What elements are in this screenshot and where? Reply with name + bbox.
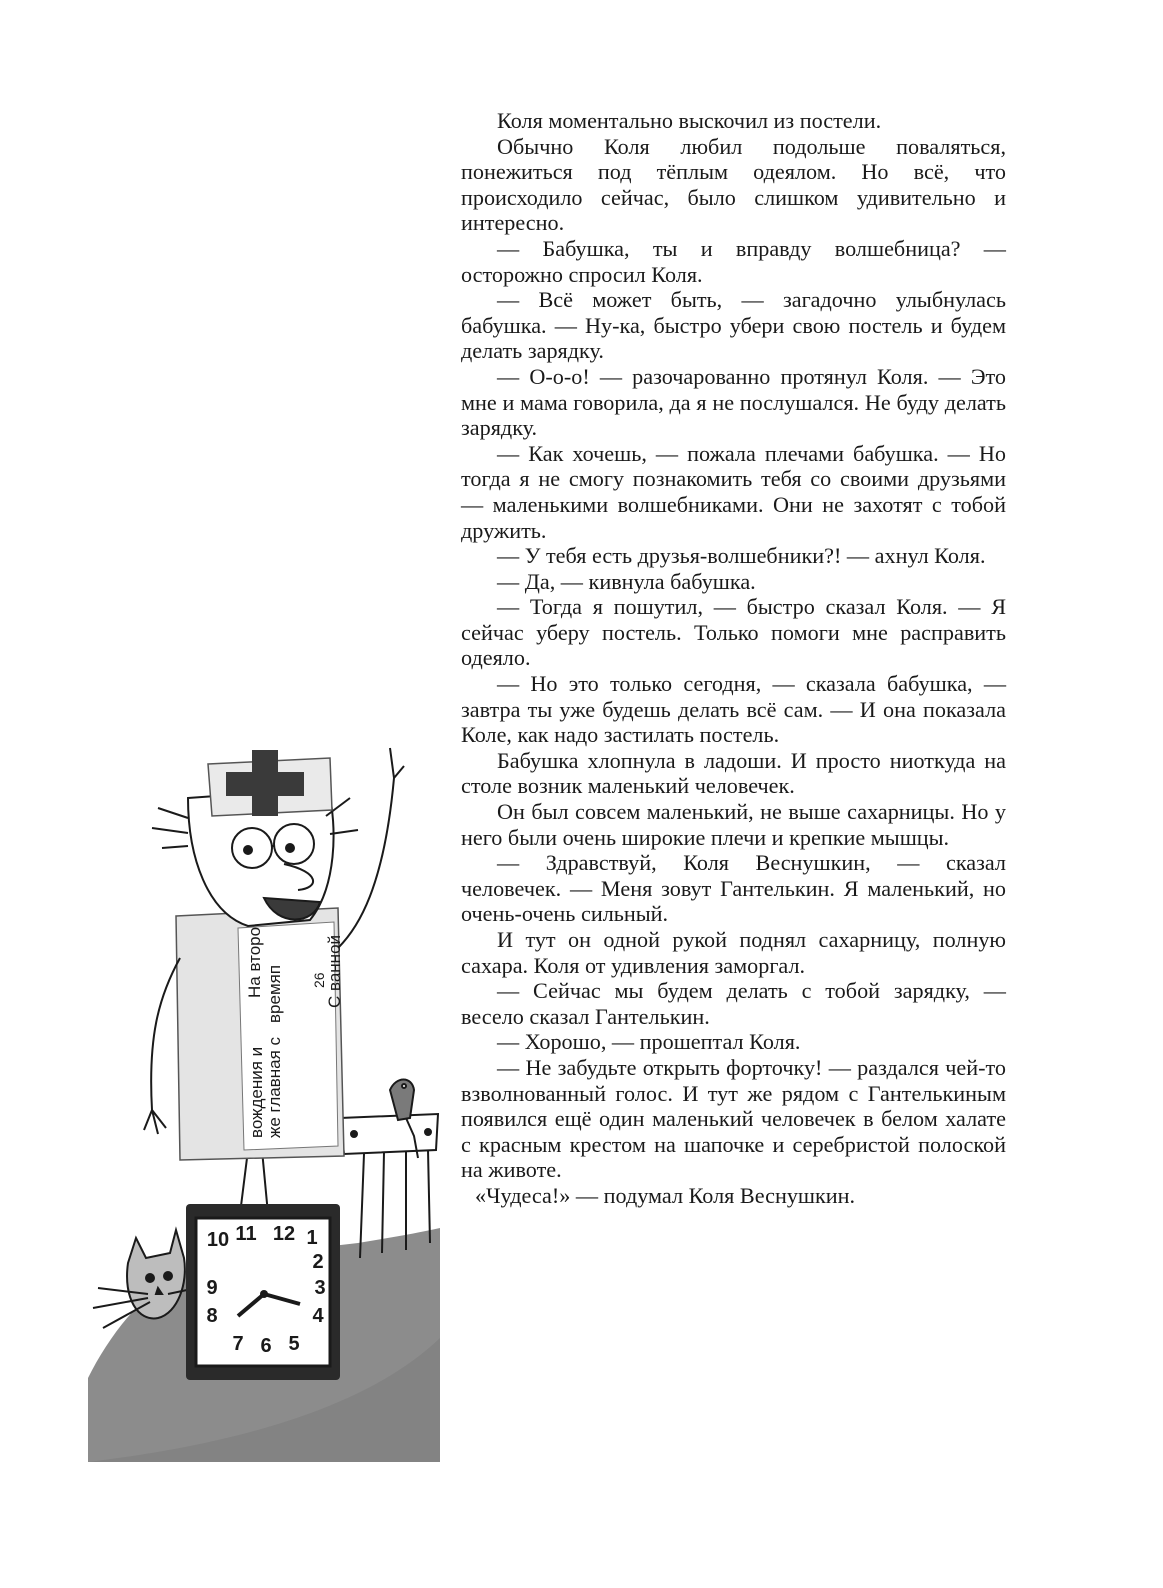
clock-number: 11 (235, 1223, 257, 1245)
paragraph: «Чудеса!» — подумал Коля Веснушкин. (475, 1182, 856, 1208)
paragraph: — Как хочешь, — пожала плечами бабушка. — Но тогда я не смогу познакомить тебя со своими друзьями — маленькими волшебниками. Они не захотят с тобой дружить. (461, 440, 1006, 543)
clock-number: 6 (260, 1335, 272, 1357)
clock-number: 8 (206, 1305, 218, 1327)
paragraph: Бабушка хлопнула в ладоши. И просто ниоткуда на столе возник маленький человечек. (461, 747, 1006, 799)
collage-illustration (88, 738, 448, 1462)
clock-number: 2 (312, 1251, 324, 1273)
paragraph: — Не забудьте открыть форточку! — раздался чей-то взволнованный голос. И тут же рядом с Гантелькиным появился ещё один маленький человечек в белом халате с красным крестом на шапочке и серебристой полоской на животе. (461, 1054, 1006, 1183)
clock-number: 1 (306, 1227, 318, 1249)
illustration-svg (88, 738, 448, 1462)
doctor-cap (208, 750, 332, 816)
paragraph: — Всё может быть, — загадочно улыбнулась бабушка. — Ну-ка, быстро убери свою постель и будем делать зарядку. (461, 287, 1006, 364)
paragraph: — Тогда я пошутил, — быстро сказал Коля. — Я сейчас уберу постель. Только помоги мне расправить одеяло. (461, 594, 1006, 671)
paragraph: Коля моментально выскочил из постели. (497, 108, 882, 133)
paragraph: — Сейчас мы будем делать с тобой зарядку, — весело сказал Гантелькин. (461, 978, 1006, 1029)
clock-number: 9 (206, 1277, 218, 1299)
clock-number: 10 (206, 1229, 230, 1251)
collage-text: 26 (311, 972, 327, 988)
paragraph: — Бабушка, ты и вправду волшебница? — осторожно спросил Коля. (461, 235, 1006, 287)
paragraph: Он был совсем маленький, не выше сахарницы. Но у него были очень широкие плечи и крепкие мышцы. (461, 799, 1006, 850)
story-text (461, 108, 1006, 1209)
clock-number: 4 (312, 1305, 324, 1327)
paragraph: — Но это только сегодня, — сказала бабушка, — завтра ты уже будешь делать всё сам. — И она показала Коле, как надо застилать постель. (461, 671, 1006, 748)
clock-number: 12 (272, 1223, 296, 1245)
collage-text: С ванной (325, 934, 344, 1008)
paragraph: — У тебя есть друзья-волшебники?! — ахнул Коля. (497, 543, 986, 569)
collage-text: времяп (265, 964, 284, 1023)
paragraph: Обычно Коля любил подольше поваляться, понежиться под тёплым одеялом. Но всё, что происходило сейчас, было слишком удивительно и интересно. (461, 133, 1006, 236)
collage-text: вождения и (247, 1046, 266, 1138)
alarm-clock (186, 1204, 340, 1380)
paragraph: — Хорошо, — прошептал Коля. (497, 1029, 801, 1055)
paragraph: И тут он одной рукой поднял сахарницу, полную сахара. Коля от удивления заморгал. (461, 927, 1006, 978)
clock-number: 3 (314, 1277, 326, 1299)
clock-number: 7 (232, 1333, 244, 1355)
paragraph: — О-о-о! — разочарованно протянул Коля. — Это мне и мама говорила, да я не послушался. Не буду делать зарядку. (461, 363, 1006, 441)
paragraph: — Да, — кивнула бабушка. (497, 568, 756, 594)
paragraph: — Здравствуй, Коля Веснушкин, — сказал человечек. — Меня зовут Гантелькин. Я маленький, но очень-очень сильный. (461, 850, 1006, 927)
clock-number: 5 (288, 1333, 300, 1355)
collage-text: же главная с (265, 1036, 284, 1138)
collage-text: На второ (245, 926, 264, 998)
